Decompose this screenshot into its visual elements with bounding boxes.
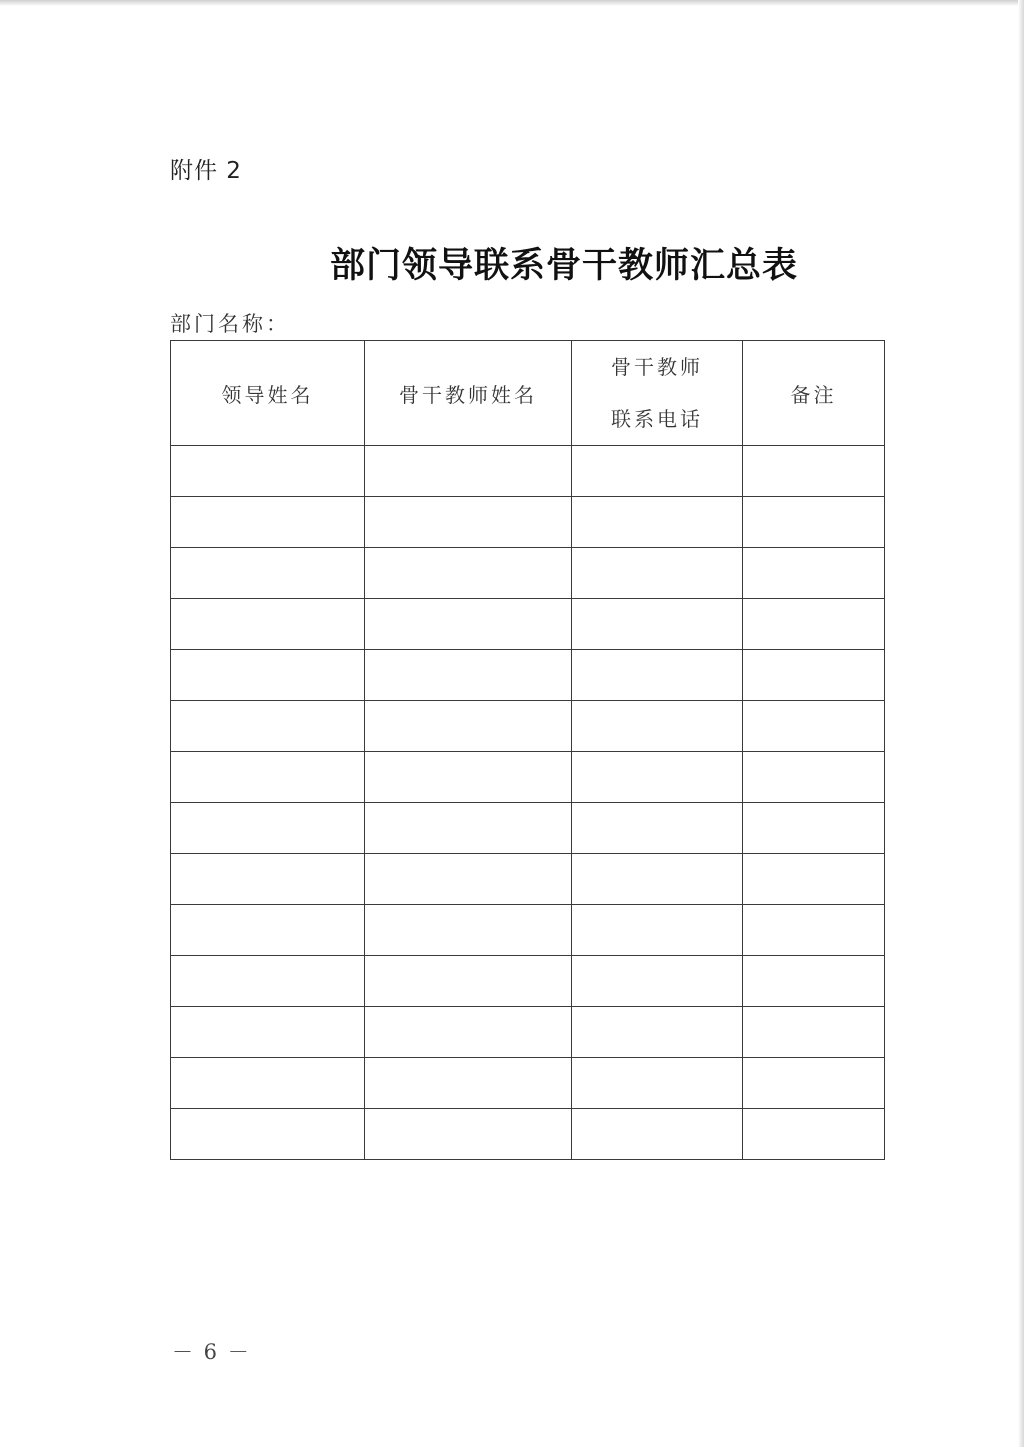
summary-table bbox=[170, 340, 885, 1160]
cell-leader-name bbox=[171, 854, 365, 905]
table-row bbox=[171, 1109, 885, 1160]
cell-remarks bbox=[743, 1058, 885, 1109]
scan-edge-right bbox=[1018, 0, 1024, 1447]
cell-teacher-phone bbox=[572, 803, 743, 854]
cell-leader-name bbox=[171, 497, 365, 548]
header-teacher-name: 骨干教师姓名 bbox=[365, 341, 572, 446]
cell-teacher-name bbox=[365, 854, 572, 905]
table-row bbox=[171, 1058, 885, 1109]
cell-leader-name bbox=[171, 956, 365, 1007]
cell-teacher-phone bbox=[572, 1007, 743, 1058]
cell-leader-name bbox=[171, 599, 365, 650]
cell-remarks bbox=[743, 854, 885, 905]
cell-teacher-phone bbox=[572, 701, 743, 752]
table-row bbox=[171, 599, 885, 650]
table-header-row bbox=[171, 341, 885, 446]
cell-remarks bbox=[743, 701, 885, 752]
table-row bbox=[171, 956, 885, 1007]
cell-teacher-name bbox=[365, 650, 572, 701]
cell-remarks bbox=[743, 1109, 885, 1160]
document-title: 部门领导联系骨干教师汇总表 bbox=[329, 245, 798, 286]
table-row bbox=[171, 803, 885, 854]
table-row bbox=[171, 650, 885, 701]
cell-remarks bbox=[743, 446, 885, 497]
cell-teacher-name bbox=[365, 1058, 572, 1109]
cell-remarks bbox=[743, 599, 885, 650]
page-number: － 6 － bbox=[172, 1340, 251, 1364]
cell-remarks bbox=[743, 956, 885, 1007]
cell-teacher-phone bbox=[572, 599, 743, 650]
cell-teacher-name bbox=[365, 752, 572, 803]
cell-teacher-name bbox=[365, 956, 572, 1007]
cell-teacher-phone bbox=[572, 650, 743, 701]
cell-leader-name bbox=[171, 1007, 365, 1058]
cell-teacher-name bbox=[365, 548, 572, 599]
cell-leader-name bbox=[171, 803, 365, 854]
attachment-label: 附件 2 bbox=[170, 158, 242, 184]
cell-teacher-name bbox=[365, 497, 572, 548]
table-row bbox=[171, 701, 885, 752]
header-teacher-phone-line2: 联系电话 bbox=[611, 407, 703, 431]
cell-teacher-phone bbox=[572, 1058, 743, 1109]
header-leader-name: 领导姓名 bbox=[171, 341, 365, 446]
cell-teacher-phone bbox=[572, 956, 743, 1007]
cell-remarks bbox=[743, 752, 885, 803]
cell-teacher-name bbox=[365, 1109, 572, 1160]
cell-remarks bbox=[743, 548, 885, 599]
header-teacher-phone bbox=[572, 341, 743, 446]
cell-teacher-phone bbox=[572, 905, 743, 956]
scan-edge-top bbox=[0, 0, 1024, 6]
table-row bbox=[171, 446, 885, 497]
cell-teacher-name bbox=[365, 905, 572, 956]
cell-teacher-name bbox=[365, 701, 572, 752]
cell-leader-name bbox=[171, 1058, 365, 1109]
cell-leader-name bbox=[171, 1109, 365, 1160]
cell-teacher-name bbox=[365, 1007, 572, 1058]
cell-leader-name bbox=[171, 548, 365, 599]
cell-teacher-phone bbox=[572, 752, 743, 803]
cell-leader-name bbox=[171, 701, 365, 752]
table-row bbox=[171, 1007, 885, 1058]
cell-teacher-phone bbox=[572, 446, 743, 497]
cell-remarks bbox=[743, 1007, 885, 1058]
cell-remarks bbox=[743, 497, 885, 548]
cell-teacher-name bbox=[365, 446, 572, 497]
cell-teacher-phone bbox=[572, 1109, 743, 1160]
cell-teacher-name bbox=[365, 803, 572, 854]
table-row bbox=[171, 548, 885, 599]
table-row bbox=[171, 497, 885, 548]
cell-teacher-phone bbox=[572, 497, 743, 548]
cell-leader-name bbox=[171, 446, 365, 497]
department-label: 部门名称： bbox=[170, 312, 290, 336]
table-body bbox=[171, 446, 885, 1160]
cell-teacher-name bbox=[365, 599, 572, 650]
header-remarks: 备注 bbox=[743, 341, 885, 446]
table-row bbox=[171, 752, 885, 803]
cell-remarks bbox=[743, 905, 885, 956]
table-row bbox=[171, 854, 885, 905]
cell-leader-name bbox=[171, 650, 365, 701]
cell-leader-name bbox=[171, 752, 365, 803]
cell-remarks bbox=[743, 803, 885, 854]
cell-remarks bbox=[743, 650, 885, 701]
table-row bbox=[171, 905, 885, 956]
cell-teacher-phone bbox=[572, 548, 743, 599]
cell-teacher-phone bbox=[572, 854, 743, 905]
header-teacher-phone-line1: 骨干教师 bbox=[611, 355, 703, 379]
cell-leader-name bbox=[171, 905, 365, 956]
